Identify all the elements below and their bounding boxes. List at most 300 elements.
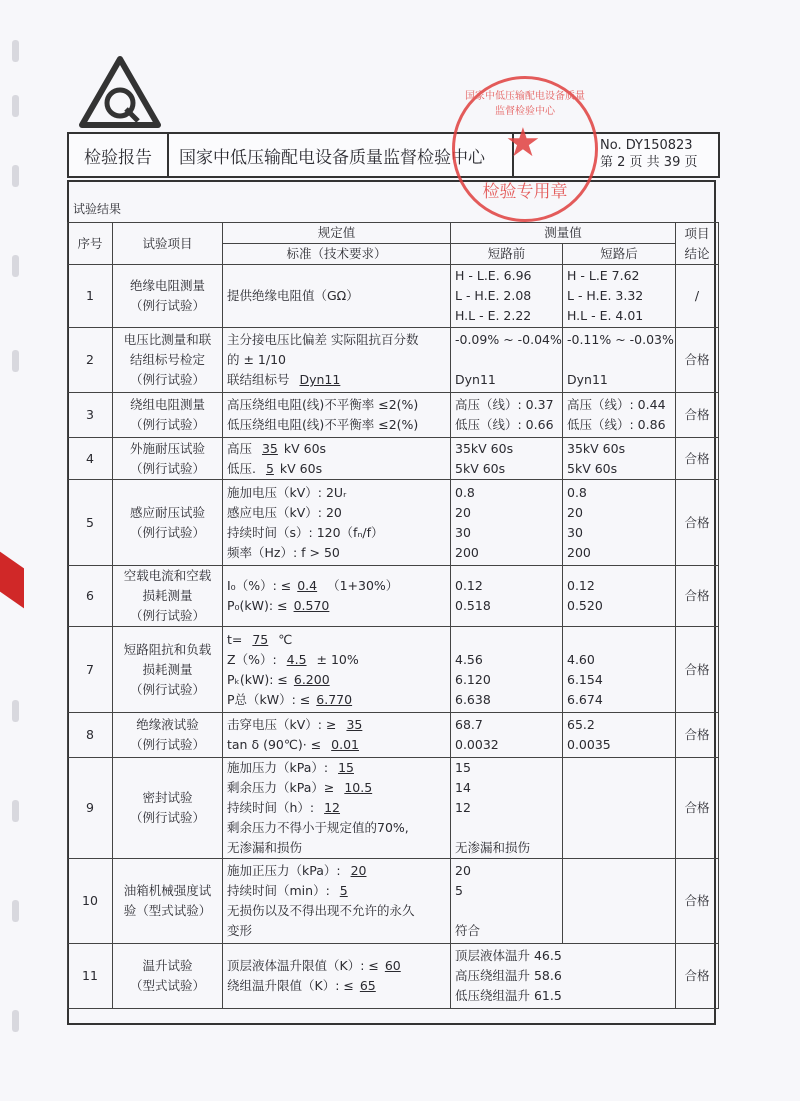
text-segment: L - H.E. 2.08 — [455, 288, 532, 303]
underlined-value: 0.01 — [331, 737, 360, 752]
text-segment: H.L - E. 4.01 — [567, 308, 644, 323]
text-line — [567, 630, 671, 650]
text-segment: 低压绕组电阻(线)不平衡率 ≤2(%) — [227, 417, 419, 432]
requirement — [223, 328, 451, 393]
text-line — [567, 286, 671, 306]
underlined-value: 35 — [346, 717, 363, 732]
conclusion: 合格 — [676, 713, 719, 758]
text-segment: -0.09% ~ -0.04% — [455, 332, 562, 347]
test-item — [113, 566, 223, 627]
measured-before — [451, 438, 563, 480]
col-item: 试验项目 — [113, 223, 223, 265]
test-item — [113, 944, 223, 1009]
text-segment: tan δ (90℃)· ≤ — [227, 737, 326, 752]
text-segment: 12 — [455, 800, 471, 815]
text-segment: 施加压力（kPa）: — [227, 760, 333, 775]
text-line — [227, 439, 446, 459]
text-line — [567, 690, 671, 710]
test-item-line: （例行试验） — [129, 810, 205, 825]
text-line — [227, 286, 446, 306]
text-line — [455, 596, 558, 616]
text-line — [567, 350, 671, 370]
test-item-line: 绕组电阻测量 — [129, 397, 205, 412]
conclusion: 合格 — [676, 438, 719, 480]
text-segment: 20 — [455, 863, 471, 878]
text-line — [455, 715, 558, 735]
test-item-line: 绝缘电阻测量 — [129, 278, 205, 293]
underlined-value: 0.570 — [293, 598, 330, 613]
text-segment: 5kV 60s — [567, 460, 618, 476]
text-line — [455, 690, 558, 710]
text-line — [227, 596, 446, 616]
text-segment: 施加正压力（kPa）: — [227, 863, 345, 878]
col-before: 短路前 — [451, 244, 563, 265]
text-line — [567, 503, 671, 523]
text-segment: 20 — [455, 504, 471, 520]
text-line — [455, 266, 558, 286]
test-item-line: （例行试验） — [129, 737, 205, 752]
test-item — [113, 265, 223, 328]
conclusion: 合格 — [676, 627, 719, 713]
text-line — [455, 670, 558, 690]
test-item — [113, 480, 223, 566]
text-line — [227, 861, 446, 881]
table-row — [68, 393, 719, 438]
requirement — [223, 438, 451, 480]
table-row — [68, 480, 719, 566]
test-item-line: 电压比测量和联 — [123, 332, 212, 347]
test-item-line: 短路阻抗和负载 — [123, 641, 212, 657]
table-row — [68, 265, 719, 328]
text-line — [455, 818, 558, 838]
underlined-value: 5 — [339, 883, 348, 898]
test-item-line: （例行试验） — [129, 460, 205, 476]
test-item — [113, 758, 223, 859]
text-segment: 顶层液体温升限值（K）: ≤ — [227, 958, 379, 973]
underlined-value: 5 — [265, 460, 274, 476]
measured-after — [563, 328, 676, 393]
text-line — [227, 956, 446, 976]
requirement — [223, 566, 451, 627]
test-item-line: 感应耐压试验 — [129, 504, 205, 520]
punch-hole — [12, 800, 19, 822]
text-segment: I₀（%）: ≤ — [227, 578, 292, 593]
punch-hole — [12, 350, 19, 372]
punch-hole — [12, 1010, 19, 1032]
requirement — [223, 393, 451, 438]
measured-after — [563, 859, 676, 944]
text-line — [455, 630, 558, 650]
text-segment: 4.56 — [455, 651, 483, 667]
measured-after — [563, 438, 676, 480]
text-segment: 主分接电压比偏差 实际阻抗百分数 — [227, 332, 419, 347]
text-segment: 提供绝缘电阻值（GΩ） — [227, 288, 359, 303]
text-line — [455, 798, 558, 818]
text-line — [455, 901, 558, 921]
text-line — [227, 778, 446, 798]
text-line — [567, 576, 671, 596]
requirement — [223, 713, 451, 758]
text-line — [567, 370, 671, 390]
test-item-line: 损耗测量 — [142, 661, 193, 677]
underlined-value: 6.200 — [293, 671, 330, 687]
text-segment: ± 10% — [312, 651, 359, 667]
text-line — [227, 543, 446, 563]
requirement — [223, 627, 451, 713]
text-segment: 6.674 — [567, 691, 603, 707]
punch-hole — [12, 95, 19, 117]
text-line — [227, 415, 446, 435]
text-segment: 20 — [567, 504, 583, 520]
text-line — [455, 881, 558, 901]
text-segment: 35kV 60s — [567, 440, 626, 456]
text-line — [455, 758, 558, 778]
punch-hole — [12, 255, 19, 277]
row-number: 7 — [68, 627, 113, 713]
conclusion: 合格 — [676, 566, 719, 627]
text-segment: 68.7 — [455, 717, 483, 732]
text-segment: 持续时间（min）: — [227, 883, 334, 898]
measured-after — [563, 393, 676, 438]
text-segment: 频率（Hz）: f > 50 — [227, 544, 340, 560]
test-item — [113, 438, 223, 480]
text-line — [455, 921, 558, 941]
text-line — [567, 415, 671, 435]
text-line — [227, 459, 446, 479]
text-segment: 6.120 — [455, 671, 491, 687]
text-segment: 低压绕组温升 61.5 — [455, 988, 562, 1003]
col-conclusion: 项目 结论 — [676, 223, 719, 265]
stamp-text: 检验专用章 — [482, 182, 568, 202]
test-item-line: 绝缘液试验 — [136, 717, 199, 732]
underlined-value: Dyn11 — [299, 372, 341, 387]
text-segment: 绕组温升限值（K）: ≤ — [227, 978, 354, 993]
text-segment: P总（kW）: ≤ — [227, 691, 311, 707]
col-standard: 标准（技术要求） — [223, 244, 451, 265]
text-line — [455, 576, 558, 596]
text-segment: 高压绕组电阻(线)不平衡率 ≤2(%) — [227, 397, 419, 412]
conclusion: / — [676, 265, 719, 328]
text-segment: L - H.E. 3.32 — [567, 288, 644, 303]
text-segment: 65.2 — [567, 717, 595, 732]
text-line — [227, 395, 446, 415]
text-segment: 击穿电压（kV）: ≥ — [227, 717, 341, 732]
measured-before — [451, 566, 563, 627]
test-item — [113, 393, 223, 438]
table-row — [68, 944, 719, 1009]
report-label: 检验报告 — [69, 134, 169, 176]
text-segment: （1+30%） — [323, 578, 399, 593]
punch-hole — [12, 700, 19, 722]
text-segment: Z（%）: — [227, 651, 281, 667]
text-line — [227, 576, 446, 596]
row-number: 11 — [68, 944, 113, 1009]
star-icon: ★ — [505, 120, 541, 166]
text-line — [227, 483, 446, 503]
requirement — [223, 758, 451, 859]
text-line — [455, 523, 558, 543]
row-number: 8 — [68, 713, 113, 758]
underlined-value: 4.5 — [286, 651, 307, 667]
requirement — [223, 944, 451, 1009]
test-item-line: 油箱机械强度试 — [123, 883, 212, 898]
underlined-value: 15 — [338, 760, 354, 775]
underlined-value: 65 — [359, 978, 376, 993]
text-line — [455, 439, 558, 459]
text-line — [455, 966, 671, 986]
measured-after — [563, 480, 676, 566]
text-line — [455, 330, 562, 350]
text-segment: 5 — [455, 883, 463, 898]
test-item-line: （例行试验） — [129, 417, 205, 432]
text-segment: 30 — [455, 524, 471, 540]
text-line — [567, 596, 671, 616]
text-segment: 联结组标号 — [227, 372, 294, 387]
text-segment: 高压 — [227, 440, 256, 456]
measured-before — [451, 627, 563, 713]
text-segment: 高压（线）: 0.44 — [567, 397, 666, 412]
section-title: 试验结果 — [73, 202, 122, 216]
test-item-line: 验（型式试验） — [123, 903, 212, 918]
measured-after — [563, 713, 676, 758]
measured-before — [451, 480, 563, 566]
test-item — [113, 713, 223, 758]
text-line — [455, 543, 558, 563]
measured-before — [451, 758, 563, 859]
table-row — [68, 566, 719, 627]
test-item-line: 损耗测量 — [142, 588, 193, 603]
text-line — [455, 306, 558, 326]
text-line — [227, 881, 446, 901]
col-seq: 序号 — [68, 223, 113, 265]
conclusion: 合格 — [676, 758, 719, 859]
text-segment: 无渗漏和损伤 — [227, 840, 303, 855]
test-item — [113, 328, 223, 393]
text-segment: 低压（线）: 0.66 — [455, 417, 554, 432]
measured-before — [451, 328, 563, 393]
text-segment: 感应电压（kV）: 20 — [227, 504, 342, 520]
text-segment: kV 60s — [283, 440, 327, 456]
text-line — [567, 650, 671, 670]
text-line — [227, 921, 446, 941]
underlined-value: 35 — [261, 440, 278, 456]
test-item — [113, 627, 223, 713]
text-segment: 0.520 — [567, 598, 603, 613]
underlined-value: 75 — [252, 631, 269, 647]
text-line — [227, 976, 446, 996]
test-item-line: （例行试验） — [129, 372, 205, 387]
text-line — [455, 861, 558, 881]
text-line — [455, 838, 558, 858]
measured-after — [563, 566, 676, 627]
text-segment: 顶层液体温升 46.5 — [455, 948, 562, 963]
text-line — [455, 503, 558, 523]
punch-hole — [12, 165, 19, 187]
text-line — [455, 415, 558, 435]
text-line — [455, 778, 558, 798]
text-segment: 持续时间（s）: 120（fₙ/f） — [227, 524, 384, 540]
conclusion: 合格 — [676, 944, 719, 1009]
text-segment: 0.12 — [455, 578, 483, 593]
test-item-line: 温升试验 — [142, 958, 193, 973]
text-line — [567, 735, 671, 755]
text-segment: H.L - E. 2.22 — [455, 308, 532, 323]
test-item-line: （例行试验） — [129, 681, 205, 697]
text-line — [227, 901, 446, 921]
measured-before — [451, 393, 563, 438]
text-segment: -0.11% ~ -0.03% — [567, 332, 674, 347]
test-item-line: （型式试验） — [129, 978, 205, 993]
text-line — [567, 439, 671, 459]
measured-before — [451, 859, 563, 944]
text-segment: P₀(kW): ≤ — [227, 598, 288, 613]
test-item — [113, 859, 223, 944]
text-segment: 低压（线）: 0.86 — [567, 417, 666, 432]
text-line — [227, 650, 446, 670]
text-line — [455, 395, 558, 415]
conclusion: 合格 — [676, 859, 719, 944]
table-row — [68, 328, 719, 393]
test-item-line: （例行试验） — [129, 298, 205, 313]
test-item-line: （例行试验） — [129, 608, 205, 623]
col-after: 短路后 — [563, 244, 676, 265]
requirement — [223, 265, 451, 328]
text-segment: 高压（线）: 0.37 — [455, 397, 554, 412]
text-line — [567, 523, 671, 543]
underlined-value: 6.770 — [316, 691, 353, 707]
text-line — [227, 370, 446, 390]
row-number: 2 — [68, 328, 113, 393]
text-line — [455, 286, 558, 306]
text-segment: 35kV 60s — [455, 440, 514, 456]
punch-hole — [12, 900, 19, 922]
text-line — [567, 330, 674, 350]
text-segment: 剩余压力不得小于规定值的70%, — [227, 820, 409, 835]
text-line — [227, 330, 446, 350]
text-line — [567, 543, 671, 563]
text-line — [227, 715, 446, 735]
text-segment: ℃ — [274, 631, 293, 647]
underlined-value: 60 — [384, 958, 401, 973]
underlined-value: 0.4 — [297, 578, 318, 593]
conclusion: 合格 — [676, 328, 719, 393]
text-segment: 0.12 — [567, 578, 595, 593]
text-line — [227, 758, 446, 778]
measured-value — [451, 944, 676, 1009]
text-segment: 低压. — [227, 460, 260, 476]
row-number: 5 — [68, 480, 113, 566]
col-spec: 规定值 — [223, 223, 451, 244]
text-segment: 无损伤以及不得出现不允许的永久 — [227, 903, 415, 918]
text-segment: H - L.E 7.62 — [567, 268, 640, 283]
text-line — [227, 735, 446, 755]
text-line — [455, 986, 671, 1006]
test-item-line: 外施耐压试验 — [129, 440, 205, 456]
text-line — [227, 798, 446, 818]
text-line — [567, 266, 671, 286]
row-number: 9 — [68, 758, 113, 859]
test-item-line: 密封试验 — [142, 790, 193, 805]
measured-after — [563, 265, 676, 328]
stamp-ring-text: 国家中低压输配电设备质量监督检验中心 — [465, 91, 585, 117]
text-segment: H - L.E. 6.96 — [455, 268, 532, 283]
conclusion: 合格 — [676, 393, 719, 438]
text-segment: Pₖ(kW): ≤ — [227, 671, 288, 687]
text-line — [455, 459, 558, 479]
text-segment: 无渗漏和损伤 — [455, 840, 531, 855]
measured-after — [563, 758, 676, 859]
text-segment: 5kV 60s — [455, 460, 506, 476]
text-segment: 0.8 — [567, 484, 587, 500]
text-segment: 200 — [567, 544, 591, 560]
text-segment: 30 — [567, 524, 583, 540]
text-segment: Dyn11 — [455, 372, 496, 387]
text-segment: 变形 — [227, 923, 253, 938]
text-segment: 0.0032 — [455, 737, 499, 752]
text-segment: 持续时间（h）: — [227, 800, 319, 815]
report-number: No. DY150823 — [600, 138, 693, 153]
text-line — [227, 350, 446, 370]
text-segment: 6.638 — [455, 691, 491, 707]
report-header — [67, 132, 720, 178]
text-line — [567, 715, 671, 735]
text-line — [455, 946, 671, 966]
row-number: 6 — [68, 566, 113, 627]
text-segment: 15 — [455, 760, 471, 775]
requirement — [223, 859, 451, 944]
text-segment: 高压绕组温升 58.6 — [455, 968, 562, 983]
text-segment: 14 — [455, 780, 471, 795]
table-row — [68, 438, 719, 480]
qc-logo — [78, 55, 162, 129]
underlined-value: 12 — [324, 800, 341, 815]
row-number: 3 — [68, 393, 113, 438]
text-line — [227, 818, 446, 838]
text-segment: Dyn11 — [567, 372, 608, 387]
test-item-line: 空载电流和空载 — [123, 568, 212, 583]
underlined-value: 10.5 — [344, 780, 373, 795]
text-segment: t= — [227, 631, 247, 647]
text-line — [227, 503, 446, 523]
underlined-value: 20 — [350, 863, 367, 878]
requirement — [223, 480, 451, 566]
text-line — [567, 395, 671, 415]
results-table — [67, 222, 719, 1009]
measured-after — [563, 627, 676, 713]
table-row — [68, 758, 719, 859]
binding-ribbon — [0, 552, 24, 609]
test-item-line: 结组标号检定 — [129, 352, 205, 367]
text-segment: 符合 — [455, 923, 481, 938]
row-number: 10 — [68, 859, 113, 944]
text-line — [227, 690, 446, 710]
text-segment: 0.0035 — [567, 737, 611, 752]
measured-before — [451, 265, 563, 328]
test-item-line: （例行试验） — [129, 524, 205, 540]
text-segment: 的 ± 1/10 — [227, 352, 286, 367]
text-line — [455, 483, 558, 503]
text-line — [567, 483, 671, 503]
text-line — [455, 370, 558, 390]
text-segment: 4.60 — [567, 651, 595, 667]
page-indicator: 第 2 页 共 39 页 — [600, 155, 698, 170]
inspection-stamp — [452, 76, 598, 222]
text-line — [227, 630, 446, 650]
text-segment: 6.154 — [567, 671, 603, 687]
measured-before — [451, 713, 563, 758]
text-line — [227, 838, 446, 858]
col-measured: 测量值 — [451, 223, 676, 244]
